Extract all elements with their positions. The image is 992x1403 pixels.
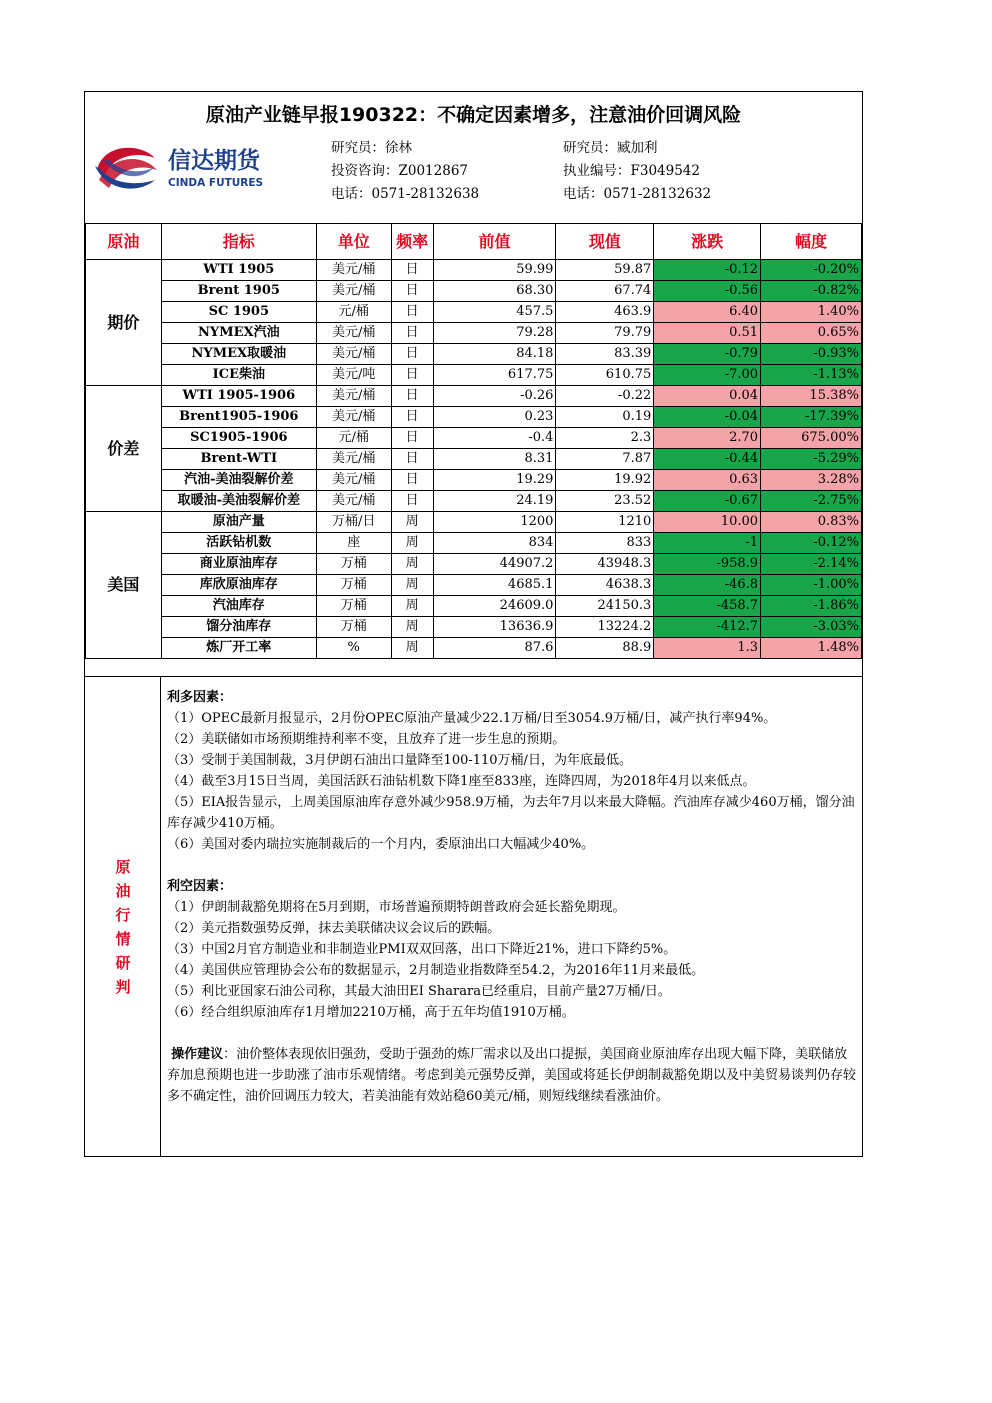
- table-row: [86, 386, 862, 407]
- current-value: 79.79: [556, 323, 654, 344]
- indicator-name: Brent 1905: [161, 281, 316, 302]
- table-row: [86, 344, 862, 365]
- frequency-cell: 日: [391, 407, 433, 428]
- unit-cell: 万桶: [316, 554, 391, 575]
- change-value: 0.04: [654, 386, 761, 407]
- current-value: 1210: [556, 512, 654, 533]
- bear-item: （3）中国2月官方制造业和非制造业PMI双双回落，出口下降近21%，进口下降约5%。: [167, 942, 677, 957]
- frequency-cell: 日: [391, 449, 433, 470]
- logo-cn-text: 信达期货: [168, 148, 260, 174]
- change-percent: -0.82%: [761, 281, 862, 302]
- unit-cell: 美元/吨: [316, 365, 391, 386]
- indicator-name: 库欣原油库存: [161, 575, 316, 596]
- change-value: -458.7: [654, 596, 761, 617]
- indicator-name: 原油产量: [161, 512, 316, 533]
- change-percent: -2.75%: [761, 491, 862, 512]
- change-value: 0.63: [654, 470, 761, 491]
- change-percent: 0.65%: [761, 323, 862, 344]
- group-label: 期价: [86, 260, 162, 386]
- bear-item: （1）伊朗制裁豁免期将在5月到期，市场普遍预期特朗普政府会延长豁免期现。: [167, 900, 626, 915]
- researcher-1-license: 投资咨询：Z0012867: [331, 163, 469, 179]
- current-value: 24150.3: [556, 596, 654, 617]
- frequency-cell: 日: [391, 260, 433, 281]
- unit-cell: 元/桶: [316, 302, 391, 323]
- frequency-cell: 日: [391, 281, 433, 302]
- group-label: 价差: [86, 386, 162, 512]
- table-row: [86, 323, 862, 344]
- bull-item: （3）受制于美国制裁，3月伊朗石油出口量降至100-110万桶/日，为年底最低。: [167, 753, 632, 768]
- unit-cell: 美元/桶: [316, 491, 391, 512]
- table-row: [86, 365, 862, 386]
- indicator-name: 汽油库存: [161, 596, 316, 617]
- cinda-logo: [93, 140, 283, 196]
- table-row: [86, 470, 862, 491]
- table-row: [86, 533, 862, 554]
- table-row: [86, 596, 862, 617]
- researcher-2-phone: 电话：0571-28132632: [563, 186, 712, 202]
- previous-value: 8.31: [433, 449, 556, 470]
- current-value: 59.87: [556, 260, 654, 281]
- change-percent: -1.00%: [761, 575, 862, 596]
- group-label: 美国: [86, 512, 162, 659]
- cinda-swoosh-icon: [93, 140, 283, 196]
- bull-item: （6）美国对委内瑞拉实施制裁后的一个月内，委原油出口大幅减少40%。: [167, 837, 595, 852]
- change-value: -958.9: [654, 554, 761, 575]
- report-header: [85, 92, 862, 224]
- previous-value: -0.4: [433, 428, 556, 449]
- change-value: 2.70: [654, 428, 761, 449]
- indicator-name: 活跃钻机数: [161, 533, 316, 554]
- table-row: [86, 260, 862, 281]
- unit-cell: 美元/桶: [316, 344, 391, 365]
- change-percent: -2.14%: [761, 554, 862, 575]
- current-value: 67.74: [556, 281, 654, 302]
- frequency-cell: 日: [391, 302, 433, 323]
- unit-cell: 万桶: [316, 617, 391, 638]
- indicator-name: Brent-WTI: [161, 449, 316, 470]
- change-percent: 3.28%: [761, 470, 862, 491]
- frequency-cell: 日: [391, 428, 433, 449]
- indicator-name: SC 1905: [161, 302, 316, 323]
- indicator-name: WTI 1905: [161, 260, 316, 281]
- unit-cell: 美元/桶: [316, 281, 391, 302]
- table-row: [86, 407, 862, 428]
- advice-text: ：油价整体表现依旧强劲，受助于强劲的炼厂需求以及出口提振，美国商业原油库存出现大幅下降，美联储放弃加息预期也进一步助涨了油市乐观情绪。考虑到美元强势反弹，美国或将延长伊朗制裁豁免期以及中美贸易谈判仍存较多不确定性，油价回调压力较大，若美油能有效站稳60美元/桶，则短线继续看涨油价。: [167, 1047, 857, 1104]
- change-percent: 1.40%: [761, 302, 862, 323]
- analysis-label-char: 判: [115, 978, 131, 996]
- column-header: 涨跌: [654, 224, 761, 260]
- bull-item: （5）EIA报告显示，上周美国原油库存意外减少958.9万桶，为去年7月以来最大降幅。汽油库存减少460万桶，馏分油库存减少410万桶。: [167, 795, 855, 831]
- indicator-name: ICE柴油: [161, 365, 316, 386]
- column-header: 单位: [316, 224, 391, 260]
- table-row: [86, 617, 862, 638]
- previous-value: 0.23: [433, 407, 556, 428]
- researcher-2-license: 执业编号：F3049542: [563, 163, 700, 179]
- change-percent: 675.00%: [761, 428, 862, 449]
- current-value: 13224.2: [556, 617, 654, 638]
- bear-item: （5）利比亚国家石油公司称，其最大油田EI Sharara已经重启，目前产量27万桶/日。: [167, 984, 671, 999]
- change-value: -0.79: [654, 344, 761, 365]
- bear-list: [167, 897, 859, 1023]
- change-percent: -0.20%: [761, 260, 862, 281]
- previous-value: 84.18: [433, 344, 556, 365]
- table-row: [86, 302, 862, 323]
- indicator-name: 汽油-美油裂解价差: [161, 470, 316, 491]
- frequency-cell: 周: [391, 617, 433, 638]
- current-value: 2.3: [556, 428, 654, 449]
- previous-value: 617.75: [433, 365, 556, 386]
- table-row: [86, 449, 862, 470]
- table-row: [86, 554, 862, 575]
- current-value: 0.19: [556, 407, 654, 428]
- current-value: 7.87: [556, 449, 654, 470]
- frequency-cell: 日: [391, 344, 433, 365]
- indicator-name: SC1905-1906: [161, 428, 316, 449]
- previous-value: 59.99: [433, 260, 556, 281]
- indicator-table: [85, 223, 862, 659]
- indicator-name: 商业原油库存: [161, 554, 316, 575]
- change-value: 1.3: [654, 638, 761, 659]
- frequency-cell: 周: [391, 638, 433, 659]
- report-page: [84, 91, 863, 1157]
- change-percent: -17.39%: [761, 407, 862, 428]
- bull-title: 利多因素：: [167, 690, 233, 705]
- bull-list: [167, 708, 859, 855]
- frequency-cell: 周: [391, 533, 433, 554]
- indicator-name: 馏分油库存: [161, 617, 316, 638]
- column-header: 频率: [391, 224, 433, 260]
- frequency-cell: 日: [391, 323, 433, 344]
- change-value: -0.12: [654, 260, 761, 281]
- change-percent: 0.83%: [761, 512, 862, 533]
- previous-value: 457.5: [433, 302, 556, 323]
- unit-cell: 美元/桶: [316, 323, 391, 344]
- bear-item: （6）经合组织原油库存1月增加2210万桶，高于五年均值1910万桶。: [167, 1005, 575, 1020]
- change-value: -0.44: [654, 449, 761, 470]
- current-value: 4638.3: [556, 575, 654, 596]
- indicator-name: WTI 1905-1906: [161, 386, 316, 407]
- table-row: [86, 428, 862, 449]
- unit-cell: 美元/桶: [316, 407, 391, 428]
- change-percent: -1.86%: [761, 596, 862, 617]
- report-title: 原油产业链早报190322：不确定因素增多，注意油价回调风险: [205, 104, 742, 126]
- previous-value: 68.30: [433, 281, 556, 302]
- column-header: 原油: [86, 224, 162, 260]
- analysis-label-char: 研: [115, 954, 131, 972]
- frequency-cell: 周: [391, 575, 433, 596]
- indicator-name: 炼厂开工率: [161, 638, 316, 659]
- change-value: 0.51: [654, 323, 761, 344]
- analysis-body: [167, 687, 859, 1107]
- change-percent: -3.03%: [761, 617, 862, 638]
- previous-value: 87.6: [433, 638, 556, 659]
- change-percent: -5.29%: [761, 449, 862, 470]
- change-value: -0.67: [654, 491, 761, 512]
- previous-value: 24.19: [433, 491, 556, 512]
- bear-title: 利空因素：: [167, 879, 233, 894]
- frequency-cell: 日: [391, 491, 433, 512]
- logo-en-text: CINDA FUTURES: [168, 177, 264, 189]
- change-value: -0.04: [654, 407, 761, 428]
- frequency-cell: 周: [391, 596, 433, 617]
- table-row: [86, 638, 862, 659]
- change-percent: -0.93%: [761, 344, 862, 365]
- analysis-label-char: 原: [115, 858, 131, 876]
- bull-item: （2）美联储如市场预期维持利率不变，且放弃了进一步生息的预期。: [167, 732, 566, 747]
- current-value: 610.75: [556, 365, 654, 386]
- column-header: 幅度: [761, 224, 862, 260]
- analysis-label: [85, 677, 161, 1157]
- unit-cell: 美元/桶: [316, 470, 391, 491]
- frequency-cell: 日: [391, 386, 433, 407]
- unit-cell: 美元/桶: [316, 386, 391, 407]
- unit-cell: 美元/桶: [316, 260, 391, 281]
- bear-item: （2）美元指数强势反弹，抹去美联储决议会议后的跌幅。: [167, 921, 501, 936]
- current-value: 833: [556, 533, 654, 554]
- table-row: [86, 575, 862, 596]
- researcher-1-name: 研究员：徐林: [331, 140, 412, 156]
- table-header-row: [86, 224, 862, 260]
- table-row: [86, 281, 862, 302]
- previous-value: 13636.9: [433, 617, 556, 638]
- previous-value: -0.26: [433, 386, 556, 407]
- unit-cell: 万桶: [316, 596, 391, 617]
- change-percent: -0.12%: [761, 533, 862, 554]
- current-value: 19.92: [556, 470, 654, 491]
- frequency-cell: 周: [391, 554, 433, 575]
- previous-value: 24609.0: [433, 596, 556, 617]
- researcher-2-name: 研究员：臧加利: [563, 140, 658, 156]
- column-header: 现值: [556, 224, 654, 260]
- analysis-label-char: 情: [115, 930, 131, 948]
- current-value: -0.22: [556, 386, 654, 407]
- bull-item: （4）截至3月15日当周，美国活跃石油钻机数下降1座至833座，连降四周，为2018年4月以来低点。: [167, 774, 756, 789]
- current-value: 83.39: [556, 344, 654, 365]
- unit-cell: 万桶: [316, 575, 391, 596]
- current-value: 463.9: [556, 302, 654, 323]
- current-value: 88.9: [556, 638, 654, 659]
- previous-value: 834: [433, 533, 556, 554]
- change-percent: 1.48%: [761, 638, 862, 659]
- analysis-section: [85, 676, 862, 1157]
- analysis-label-char: 油: [115, 882, 131, 900]
- unit-cell: 元/桶: [316, 428, 391, 449]
- change-value: -46.8: [654, 575, 761, 596]
- current-value: 43948.3: [556, 554, 654, 575]
- change-percent: 15.38%: [761, 386, 862, 407]
- change-value: -7.00: [654, 365, 761, 386]
- bear-item: （4）美国供应管理协会公布的数据显示，2月制造业指数降至54.2，为2016年11月来最低。: [167, 963, 705, 978]
- column-header: 前值: [433, 224, 556, 260]
- change-value: -412.7: [654, 617, 761, 638]
- unit-cell: %: [316, 638, 391, 659]
- unit-cell: 万桶/日: [316, 512, 391, 533]
- previous-value: 44907.2: [433, 554, 556, 575]
- frequency-cell: 周: [391, 512, 433, 533]
- previous-value: 19.29: [433, 470, 556, 491]
- change-value: 6.40: [654, 302, 761, 323]
- change-value: -0.56: [654, 281, 761, 302]
- advice-title: 操作建议: [171, 1047, 224, 1062]
- previous-value: 1200: [433, 512, 556, 533]
- change-percent: -1.13%: [761, 365, 862, 386]
- previous-value: 79.28: [433, 323, 556, 344]
- change-value: -1: [654, 533, 761, 554]
- indicator-name: Brent1905-1906: [161, 407, 316, 428]
- advice-paragraph: [167, 1044, 859, 1107]
- column-header: 指标: [161, 224, 316, 260]
- bull-item: （1）OPEC最新月报显示，2月份OPEC原油产量减少22.1万桶/日至3054.9万桶/日，减产执行率94%。: [167, 711, 777, 726]
- indicator-name: NYMEX汽油: [161, 323, 316, 344]
- current-value: 23.52: [556, 491, 654, 512]
- change-value: 10.00: [654, 512, 761, 533]
- frequency-cell: 日: [391, 365, 433, 386]
- frequency-cell: 日: [391, 470, 433, 491]
- unit-cell: 美元/桶: [316, 449, 391, 470]
- table-row: [86, 491, 862, 512]
- analysis-label-char: 行: [115, 906, 131, 924]
- indicator-name: NYMEX取暖油: [161, 344, 316, 365]
- unit-cell: 座: [316, 533, 391, 554]
- previous-value: 4685.1: [433, 575, 556, 596]
- indicator-name: 取暖油-美油裂解价差: [161, 491, 316, 512]
- researcher-1-phone: 电话：0571-28132638: [331, 186, 480, 202]
- table-row: [86, 512, 862, 533]
